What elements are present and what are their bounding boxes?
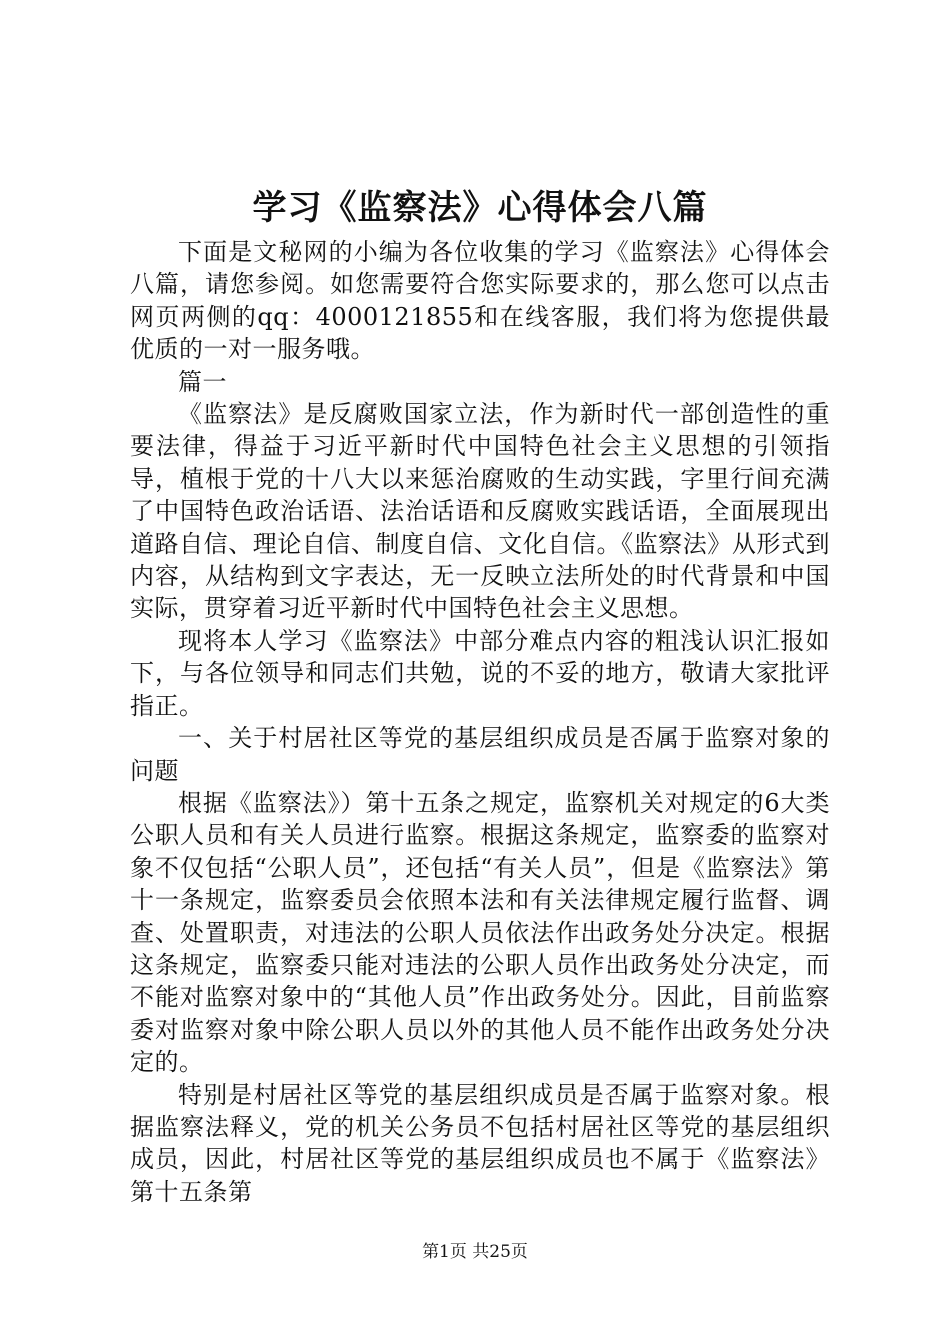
paragraph-intro: 下面是文秘网的小编为各位收集的学习《监察法》心得体会八篇，请您参阅。如您需要符合您实际要求的，那么您可以点击网页两侧的qq：4000121855和在线客服，我们将为您提供最优质的一对一服务哦。 [130, 238, 830, 364]
document-page [130, 180, 830, 1208]
paragraph-body-1: 《监察法》是反腐败国家立法，作为新时代一部创造性的重要法律，得益于习近平新时代中国特色社会主义思想的引领指导，植根于党的十八大以来惩治腐败的生动实践，字里行间充满了中国特色政治话语、法治话语和反腐败实践话语，全面展现出道路自信、理论自信、制度自信、文化自信。《监察法》从形式到内容，从结构到文字表达，无一反映立法所处的时代背景和中国实际，贯穿着习近平新时代中国特色社会主义思想。 [130, 400, 830, 623]
page-number-footer: 第1页 共25页 [422, 1242, 528, 1262]
paragraph-section-label: 篇一 [178, 367, 227, 396]
paragraph-body-4: 特别是村居社区等党的基层组织成员是否属于监察对象。根据监察法释义，党的机关公务员不包括村居社区等党的基层组织成员，因此，村居社区等党的基层组织成员也不属于《监察法》第十五条第 [130, 1080, 830, 1206]
paragraph-heading-1: 一、关于村居社区等党的基层组织成员是否属于监察对象的问题 [130, 724, 830, 785]
paragraph-body-3: 根据《监察法》）第十五条之规定，监察机关对规定的6大类公职人员和有关人员进行监察。根据这条规定，监察委的监察对象不仅包括“公职人员”，还包括“有关人员”，但是《监察法》第十一条规定，监察委员会依照本法和有关法律规定履行监督、调查、处置职责，对违法的公职人员依法作出政务处分决定。根据这条规定，监察委只能对违法的公职人员作出政务处分决定，而不能对监察对象中的“其他人员”作出政务处分。因此，目前监察委对监察对象中除公职人员以外的其他人员不能作出政务处分决定的。 [130, 788, 830, 1077]
document-title: 学习《监察法》心得体会八篇 [252, 188, 708, 228]
paragraph-body-2: 现将本人学习《监察法》中部分难点内容的粗浅认识汇报如下，与各位领导和同志们共勉，说的不妥的地方，敬请大家批评指正。 [130, 626, 830, 720]
